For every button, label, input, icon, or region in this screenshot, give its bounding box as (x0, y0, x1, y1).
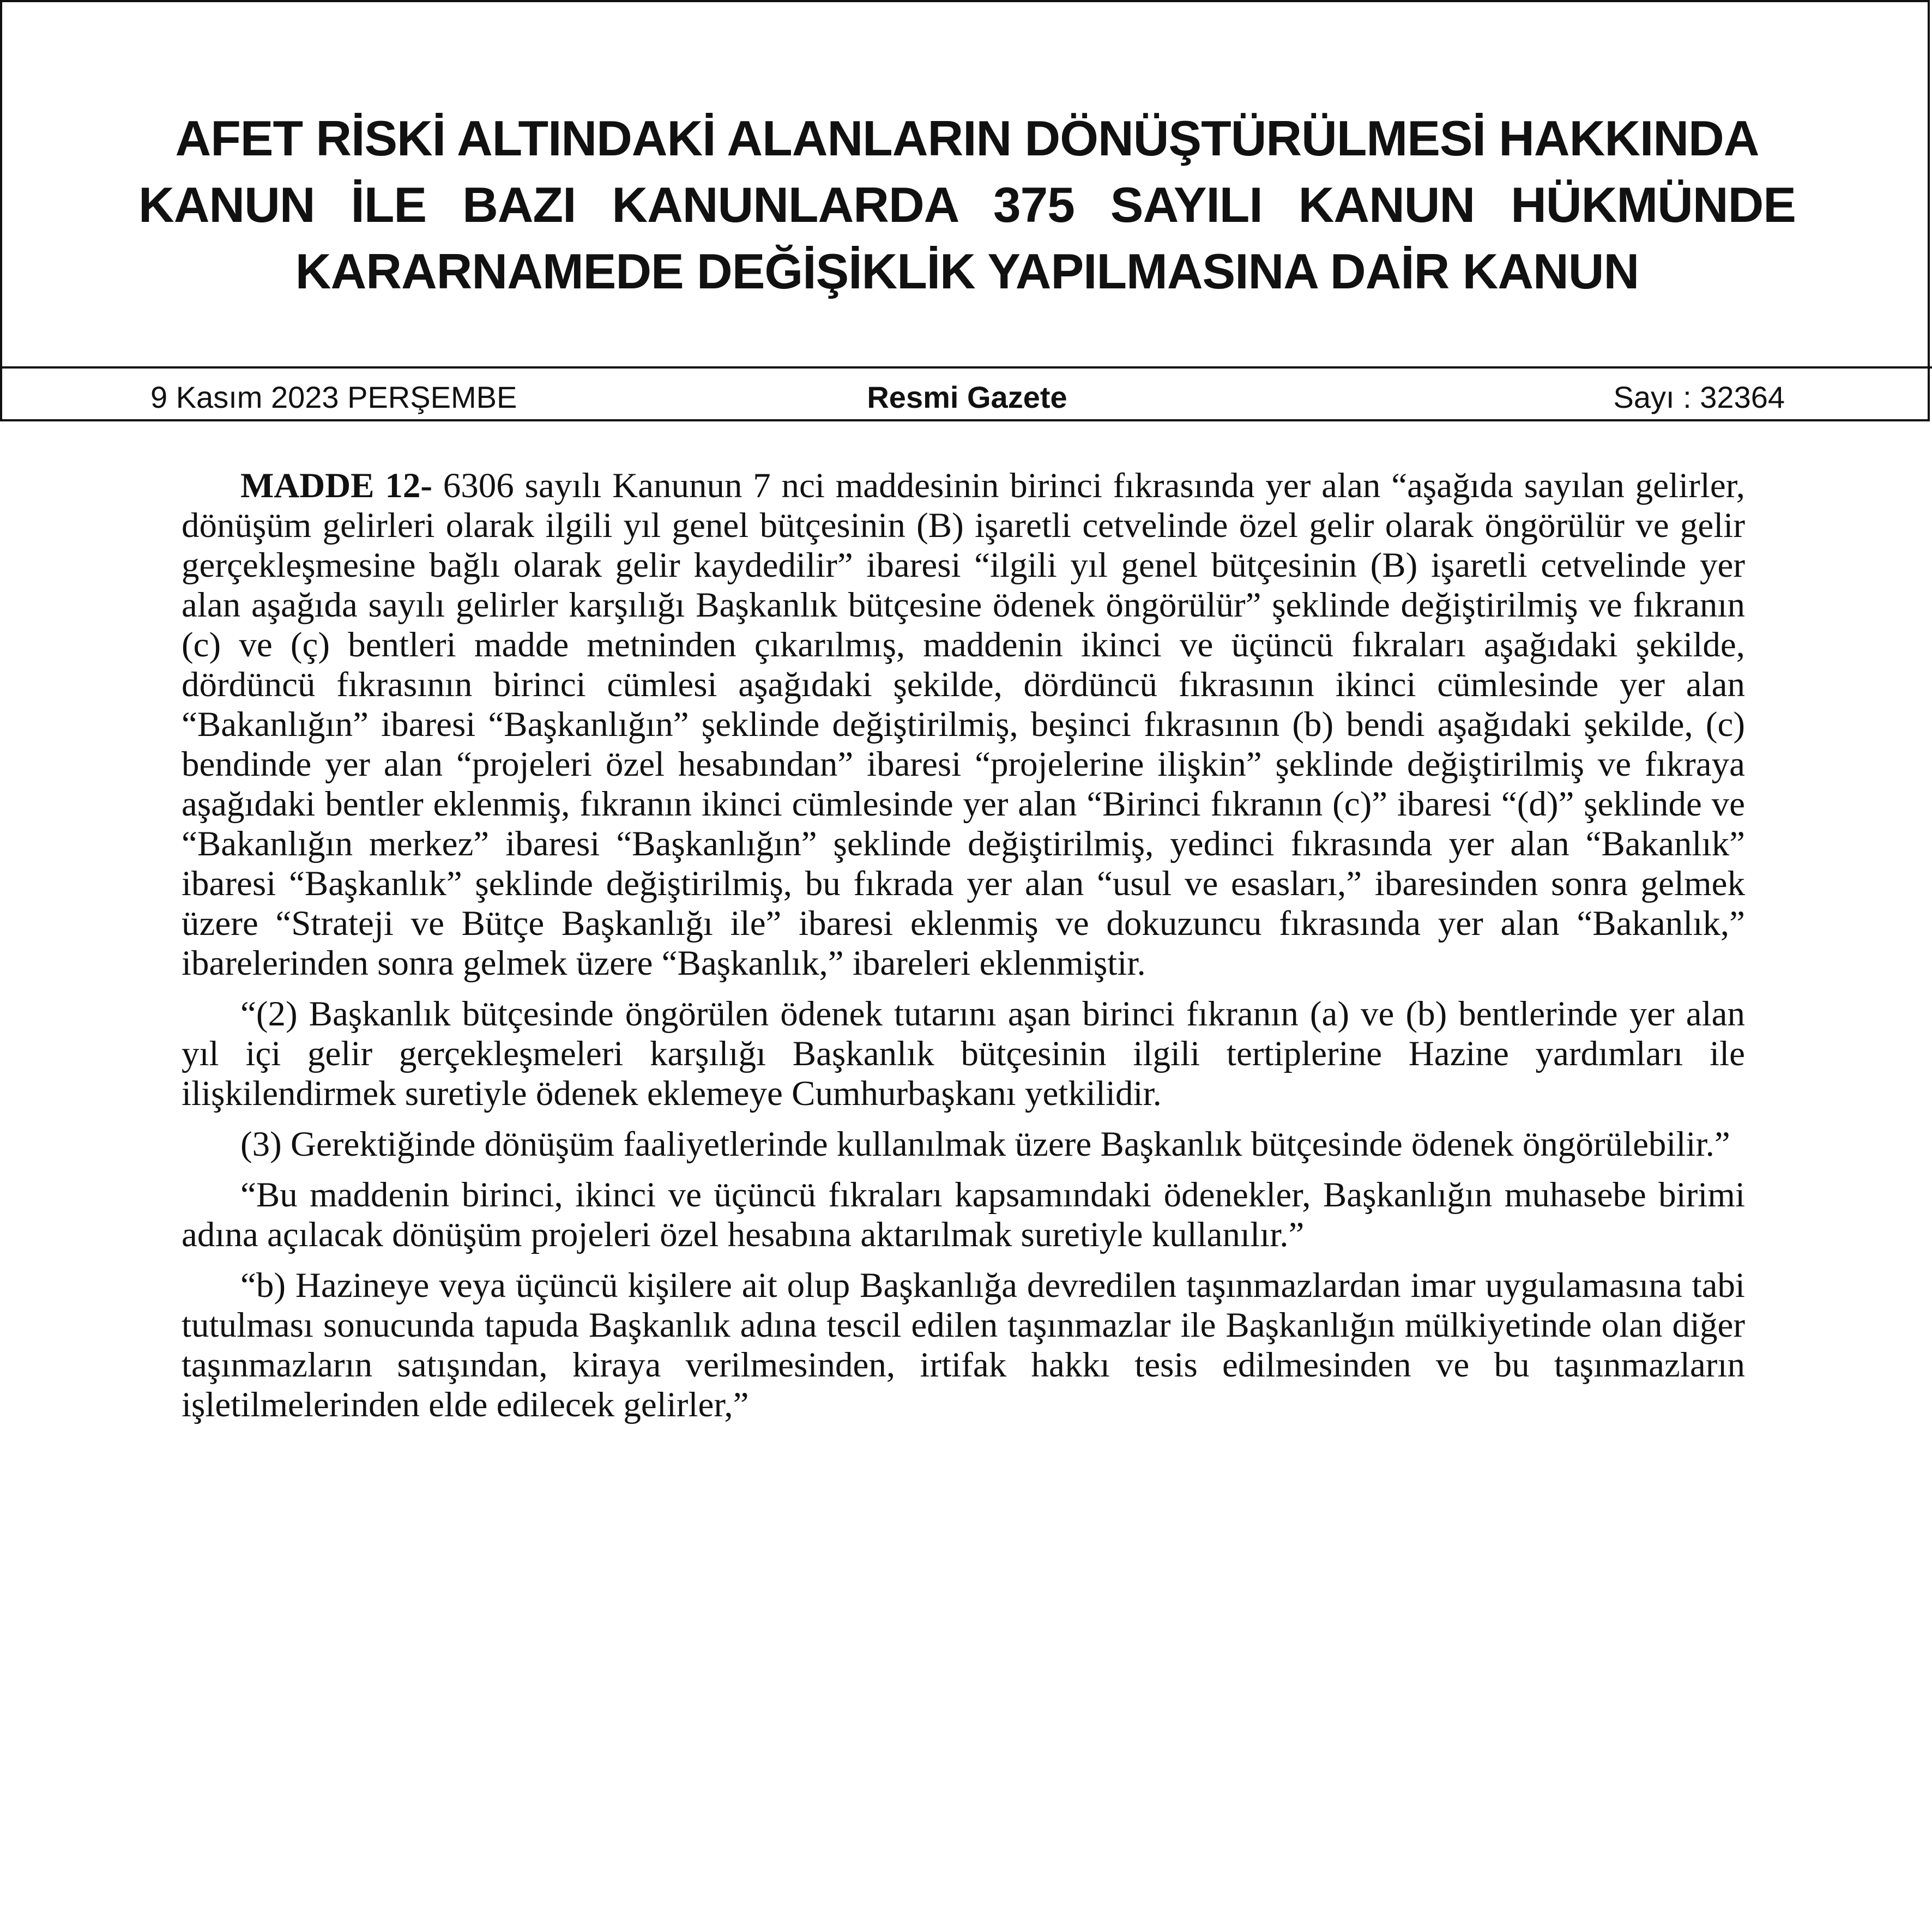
article-paragraph-3: (3) Gerektiğinde dönüşüm faaliyetlerinde kullanılmak üzere Başkanlık bütçesinde ödenek öngörülebilir.” (240, 1125, 1730, 1164)
article-label: MADDE 12- (240, 466, 432, 505)
publication-name: Resmi Gazete (867, 380, 1067, 414)
title-line-2: KANUN İLE BAZI KANUNLARDA 375 SAYILI KANUN HÜKMÜNDE (138, 178, 1796, 233)
article-paragraph-4: “Bu maddenin birinci, ikinci ve üçüncü fıkraları kapsamındaki ödenekler, Başkanlığın muhasebe birimi adına açılacak dönüşüm projeleri özel hesabına aktarılmak suretiyle kullanılır.” (182, 1175, 1745, 1254)
gazette-info-bar (2, 366, 1932, 424)
title-line-3: KARARNAMEDE DEĞİŞİKLİK YAPILMASINA DAİR KANUN (295, 244, 1639, 299)
document-header (0, 0, 1930, 421)
article-paragraph-2: “(2) Başkanlık bütçesinde öngörülen ödenek tutarını aşan birinci fıkranın (a) ve (b) bentlerinde yer alan yıl içi gelir gerçekleşmeleri karşılığı Başkanlık bütçesinin ilgili tertiplerine Hazine yardımları ile ilişkilendirmek suretiyle ödenek eklemeye Cumhurbaşkanı yetkilidir. (182, 994, 1745, 1113)
article-body (182, 466, 1745, 1425)
article-paragraph-5: “b) Hazineye veya üçüncü kişilere ait olup Başkanlığa devredilen taşınmazlardan imar uygulamasına tabi tutulması sonucunda tapuda Başkanlık adına tescil edilen taşınmazlar ile Başkanlığın mülkiyetinde olan diğer taşınmazların satışından, kiraya verilmesinden, irtifak hakkı tesis edilmesinden ve bu taşınmazların işletilmelerinden elde edilecek gelirler,” (182, 1266, 1745, 1424)
paragraph-text: 6306 sayılı Kanunun 7 nci maddesinin birinci fıkrasında yer alan “aşağıda sayılan gelirler, dönüşüm gelirleri olarak ilgili yıl genel bütçesinin (B) işaretli cetvelinde özel gelir olarak öngörülür ve gelir gerçekleşmesine bağlı olarak gelir kaydedilir” ibaresi “ilgili yıl genel bütçesinin (B) işaretli cetvelinde yer alan aşağıda sayılı gelirler karşılığı Başkanlık bütçesine ödenek öngörülür” şeklinde değiştirilmiş ve fıkranın (c) ve (ç) bentleri madde metninden çıkarılmış, maddenin ikinci ve üçüncü fıkraları aşağıdaki şekilde, dördüncü fıkrasının birinci cümlesi aşağıdaki şekilde, dördüncü fıkrasının ikinci cümlesinde yer alan “Bakanlığın” ibaresi “Başkanlığın” şeklinde değiştirilmiş, beşinci fıkrasının (b) bendi aşağıdaki şekilde, (c) bendinde yer alan “projeleri özel hesabından” ibaresi “projelerine ilişkin” şeklinde değiştirilmiş ve fıkraya aşağıdaki bentler eklenmiş, fıkranın ikinci cümlesinde yer alan “Birinci fıkranın (c)” ibaresi “(d)” şeklinde ve “Bakanlığın merkez” ibaresi “Başkanlığın” şeklinde değiştirilmiş, yedinci fıkrasında yer alan “Bakanlık” ibaresi “Başkanlık” şeklinde değiştirilmiş, bu fıkrada yer alan “usul ve esasları,” ibaresinden sonra gelmek üzere “Strateji ve Bütçe Başkanlığı ile” ibaresi eklenmiş ve dokuzuncu fıkrasında yer alan “Bakanlık,” ibarelerinden sonra gelmek üzere “Başkanlık,” ibareleri eklenmiştir. (182, 466, 1745, 983)
title-line-1: AFET RİSKİ ALTINDAKİ ALANLARIN DÖNÜŞTÜRÜLMESİ HAKKINDA (175, 111, 1759, 166)
publication-date: 9 Kasım 2023 PERŞEMBE (150, 380, 517, 414)
article-paragraph-1 (182, 466, 1745, 983)
law-title (138, 106, 1796, 305)
issue-number: Sayı : 32364 (1613, 380, 1785, 414)
